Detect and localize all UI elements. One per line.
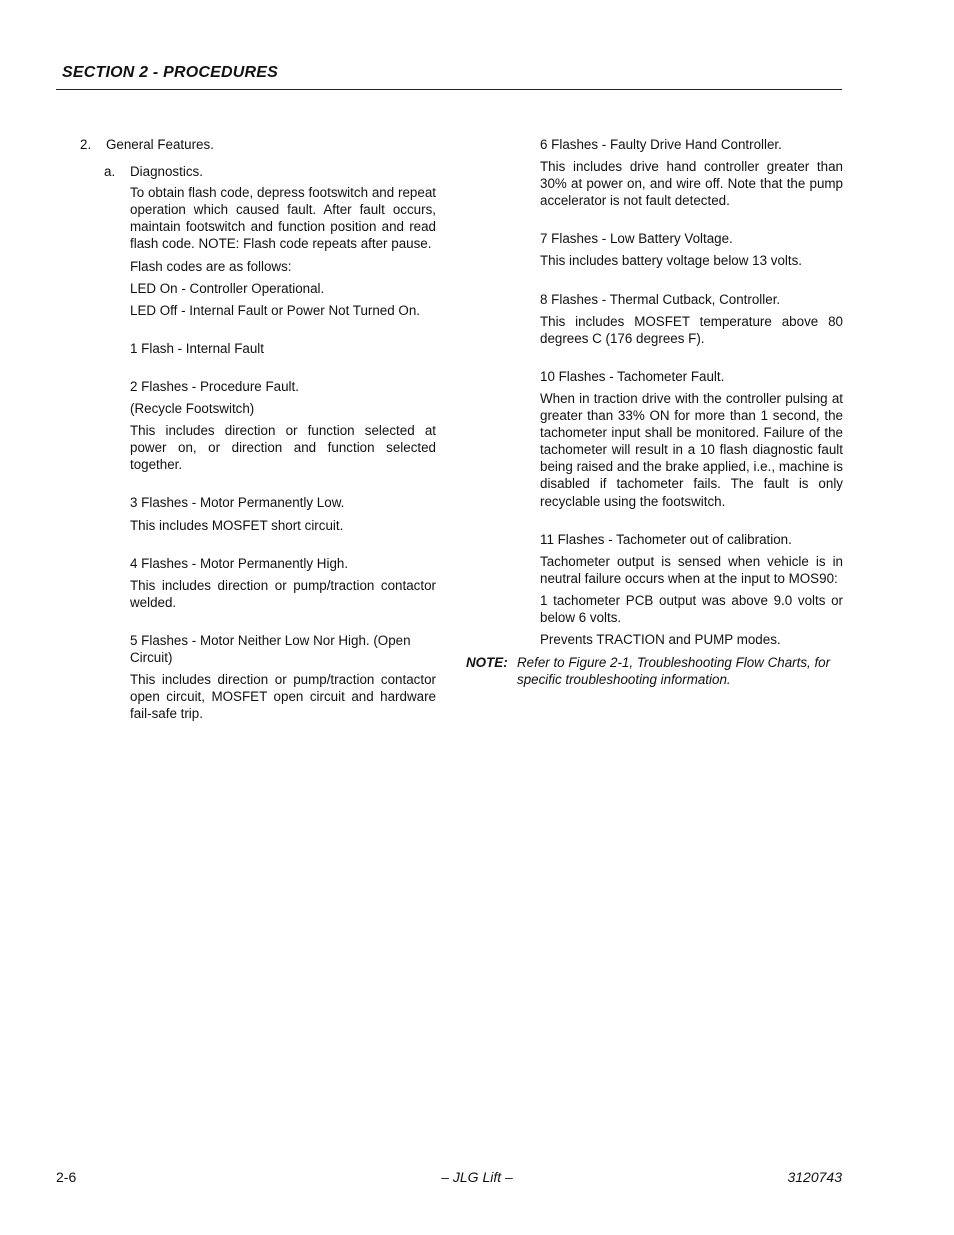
header-divider [56, 89, 842, 90]
flash-1-title: 1 Flash - Internal Fault [130, 340, 264, 356]
flash-5-title: 5 Flashes - Motor Neither Low Nor High. (Open Circuit) [130, 632, 411, 665]
sub-item-letter: a. [104, 164, 116, 180]
flash-4-title: 4 Flashes - Motor Permanently High. [130, 555, 349, 571]
flash-3-title: 3 Flashes - Motor Permanently Low. [130, 495, 345, 511]
flash-11-effect: Prevents TRACTION and PUMP modes. [540, 632, 781, 648]
section-title: SECTION 2 - PROCEDURES [62, 64, 278, 81]
right-column-body [540, 136, 843, 648]
flash-11-detail: 1 tachometer PCB output was above 9.0 volts or below 6 volts. [540, 592, 843, 625]
note-text: Refer to Figure 2-1, Troubleshooting Flow Charts, for specific troubleshooting information. [517, 655, 831, 688]
sub-item-diagnostics [104, 163, 436, 180]
flash-7-description: This includes battery voltage below 13 volts. [540, 253, 803, 269]
document-number: 3120743 [787, 1169, 842, 1185]
note-block [466, 654, 843, 688]
led-on-text: LED On - Controller Operational. [130, 280, 325, 296]
list-item-general-features [80, 136, 436, 153]
flash-7-title: 7 Flashes - Low Battery Voltage. [540, 231, 733, 247]
item-title: General Features. [106, 137, 214, 152]
flash-10-description: When in traction drive with the controller pulsing at greater than 33% ON for more than 1 second, the tachometer input shall be monitored. Failure of the tachometer will result in a 10 flash diagnostic fault being raised and the brake applied, i.e., machine is disabled if tachometer fails. The fault is only recyclable using the footswitch. [540, 390, 843, 509]
note-label: NOTE: [466, 655, 508, 671]
publisher-footer: – JLG Lift – [441, 1169, 513, 1185]
flash-2-subtitle: (Recycle Footswitch) [130, 401, 255, 417]
flash-6-description: This includes drive hand controller greater than 30% at power on, and wire off. Note that the pump accelerator is not fault detected. [540, 159, 843, 209]
flash-8-title: 8 Flashes - Thermal Cutback, Controller. [540, 291, 781, 307]
flash-10-title: 10 Flashes - Tachometer Fault. [540, 368, 725, 384]
flash-3-description: This includes MOSFET short circuit. [130, 517, 344, 533]
led-off-text: LED Off - Internal Fault or Power Not Turned On. [130, 302, 421, 318]
right-column [466, 136, 843, 688]
page-number: 2-6 [56, 1169, 77, 1185]
flash-6-title: 6 Flashes - Faulty Drive Hand Controller. [540, 137, 782, 152]
intro-paragraph: To obtain flash code, depress footswitch and repeat operation which caused fault. After fault occurs, maintain footswitch and function position and read flash code. NOTE: Flash code repeats after pause. [130, 185, 436, 252]
flash-8-description: This includes MOSFET temperature above 80 degrees C (176 degrees F). [540, 313, 843, 346]
flash-11-description: Tachometer output is sensed when vehicle is in neutral failure occurs when at the input to MOS90: [540, 553, 843, 586]
flash-4-description: This includes direction or pump/traction contactor welded. [130, 577, 436, 610]
item-number: 2. [80, 137, 92, 152]
flash-5-description: This includes direction or pump/traction contactor open circuit, MOSFET open circuit and hardware fail-safe trip. [130, 672, 436, 722]
flash-11-title: 11 Flashes - Tachometer out of calibration. [540, 531, 792, 547]
sub-item-title: Diagnostics. [130, 164, 203, 180]
left-column [80, 136, 436, 727]
codes-intro: Flash codes are as follows: [130, 258, 292, 274]
flash-2-description: This includes direction or function selected at power on, or direction and function selected together. [130, 423, 436, 473]
flash-2-title: 2 Flashes - Procedure Fault. [130, 378, 299, 394]
diagnostics-body [130, 184, 436, 722]
